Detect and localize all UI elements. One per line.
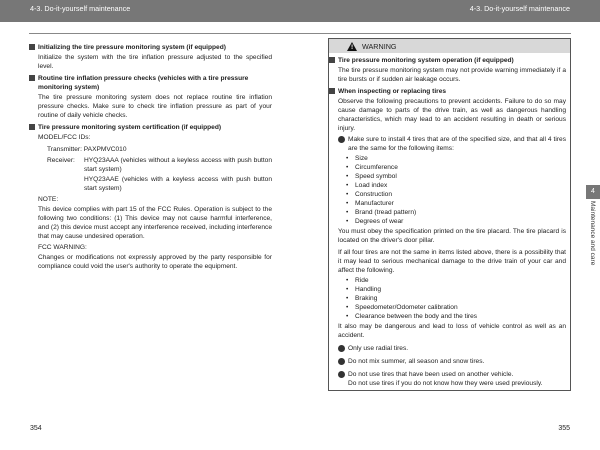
list-item: • Construction: [355, 190, 566, 199]
section-text: The tire pressure monitoring system does not replace routine tire inflation pressure checks. Make sure to check tire inflation pressure as part of your routine of daily vehicle checks.: [38, 94, 272, 119]
list-item: • Handling: [355, 285, 566, 294]
section-title: Routine tire inflation pressure checks (vehicles with a tire pressure monitoring system): [29, 74, 272, 92]
page-number-right: 355: [558, 425, 570, 432]
list-item: • Speedometer/Odometer calibration: [355, 303, 566, 312]
warning-label: WARNING: [362, 41, 397, 51]
bullet-text: Do not use tires that have been used on another vehicle.: [348, 371, 514, 378]
list-item: • Degrees of wear: [355, 217, 566, 226]
header-left: 4-3. Do-it-yourself maintenance: [30, 4, 131, 13]
warning-icon: !: [347, 42, 357, 51]
section-title: Tire pressure monitoring system certification (if equipped): [29, 123, 272, 132]
page-header: [0, 0, 600, 22]
receiver-id: HYQ23AAA (vehicles without a keyless access with push button start system): [84, 157, 272, 173]
list-item: • Size: [355, 154, 566, 163]
list-item: • Braking: [355, 294, 566, 303]
list-item: • Circumference: [355, 163, 566, 172]
section-text: If all four tires are not the same in items listed above, there is a possibility that it may lead to serious mechanical damage to the drive train of your car and affect the following.: [338, 249, 566, 274]
bullet-text: Do not mix summer, all season and snow tires.: [348, 358, 485, 365]
list-item: • Ride: [355, 276, 566, 285]
bullet-item: [329, 357, 566, 366]
receiver-id: HYQ23AAE (vehicles with a keyless access with push button start system): [84, 176, 272, 192]
note-text: This device complies with part 15 of the FCC Rules. Operation is subject to the following two conditions: (1) This device may not cause harmful interference, and (2) this device must accept any interference received, including interference that may cause undesired operation.: [38, 206, 272, 240]
right-column: [328, 38, 571, 391]
note-label: NOTE:: [38, 196, 59, 203]
bullet-dot-icon: [338, 136, 345, 143]
receiver-block: [29, 156, 272, 194]
section-text: Observe the following precautions to prevent accidents. Failure to do so may cause damage to parts of the drive train, as well as dangerous handling characteristics, which may lead to an accident resulting in death or serious injury.: [338, 98, 566, 132]
section-text: The tire pressure monitoring system may not provide warning immediately if a tire bursts or if sudden air leakage occurs.: [338, 67, 566, 83]
chapter-label: Maintenance and care: [589, 201, 596, 266]
section-title: When inspecting or replacing tires: [329, 87, 566, 96]
header-right: 4-3. Do-it-yourself maintenance: [469, 4, 570, 13]
list-item: • Speed symbol: [355, 172, 566, 181]
transmitter-id: Transmitter: PAXPMVC010: [47, 146, 127, 153]
warning-header: [329, 39, 570, 53]
section-title: Tire pressure monitoring system operation (if equipped): [329, 56, 566, 65]
list-item: • Brand (tread pattern): [355, 208, 566, 217]
bullet-item: [329, 135, 566, 153]
bullet-item: [329, 344, 566, 353]
tire-items-list: [329, 154, 566, 226]
bullet-dot-icon: [338, 371, 345, 378]
fcc-warning-text: Changes or modifications not expressly approved by the party responsible for compliance could void the user's authority to operate the equipment.: [38, 254, 272, 270]
bullet-dot-icon: [338, 345, 345, 352]
section-title: Initializing the tire pressure monitoring system (if equipped): [29, 43, 272, 52]
chapter-side-label: [586, 199, 600, 349]
bullet-text: Only use radial tires.: [348, 345, 409, 352]
page-number-left: 354: [30, 425, 42, 432]
section-text: It also may be dangerous and lead to loss of vehicle control as well as an accident.: [338, 323, 566, 339]
bullet-item: [329, 370, 566, 388]
section-text: Initialize the system with the tire inflation pressure adjusted to the specified level.: [38, 54, 272, 70]
list-item: • Manufacturer: [355, 199, 566, 208]
left-column: [29, 40, 272, 271]
model-label: MODEL/FCC IDs:: [38, 134, 91, 141]
list-item: • Clearance between the body and the tires: [355, 312, 566, 321]
bullet-text: Do not use tires if you do not know how they were used previously.: [348, 380, 543, 387]
chapter-tab: 4: [586, 185, 600, 199]
section-text: You must obey the specification printed on the tire placard. The tire placard is located on the driver's door pillar.: [338, 228, 566, 244]
receiver-label: Receiver:: [47, 157, 75, 164]
list-item: • Load index: [355, 181, 566, 190]
warning-box: [328, 38, 571, 391]
fcc-warning-label: FCC WARNING:: [38, 244, 87, 251]
bullet-dot-icon: [338, 358, 345, 365]
divider: [29, 33, 571, 34]
affected-items-list: [329, 276, 566, 321]
bullet-text: Make sure to install 4 tires that are of the specified size, and that all 4 tires are the same for the following items:: [348, 136, 566, 152]
